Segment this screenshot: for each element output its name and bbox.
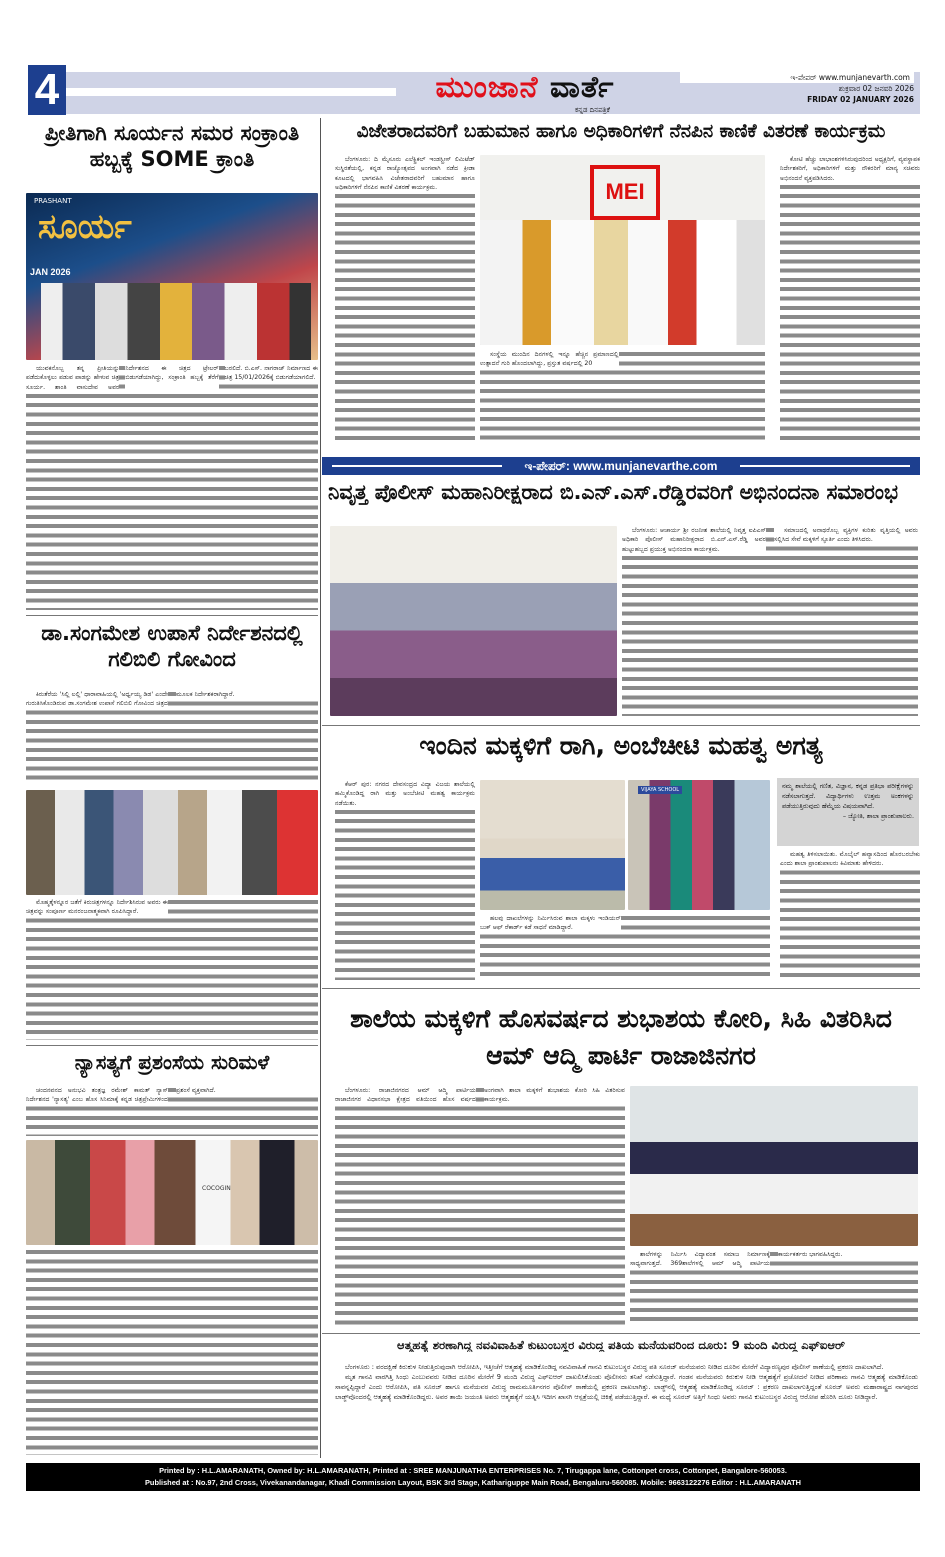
shirt-text: COCOGIN (202, 1185, 231, 1192)
headline-galibili-govinda: ಡಾ.ಸಂಗಮೇಶ ಉಪಾಸೆ ನಿರ್ದೇಶನದಲ್ಲಿ ಗಲಿಬಿಲಿ ಗೋವಿಂದ (41, 621, 303, 672)
column-divider (320, 118, 321, 1458)
divider (322, 988, 920, 989)
imprint-footer (26, 1463, 920, 1491)
divider (26, 1045, 318, 1046)
article-ragi-body-right: ಮಹತ್ವ ತಿಳಿಸಲಾಯಿತು. ಮೊಬೈಲ್ ಹವ್ಯಾಸದಿಂದ ಹೊರಬರಬೇಕು ಎಂದು ಶಾಲಾ ಪ್ರಾಂಶುಪಾಲರು ಕಿವಿಮಾತು ಹೇಳಿದರು. (780, 850, 920, 980)
article-ragi-body-mid: ಹಲವು ದಾಖಲೆಗಳನ್ನು ನಿರ್ಮಿಸಿರುವ ಶಾಲಾ ಮಕ್ಕಳು ಇಂಡಿಯನ್ ಬುಕ್ ಆಫ್ ರೆಕಾರ್ಡ್ ಕಡೆ ಸಾಧನೆ ಮಾಡಿದ್ದಾರೆ. (480, 914, 770, 980)
surya-poster-photo (26, 193, 318, 360)
masthead-red: ಮುಂಜಾನೆ (435, 70, 539, 105)
nyasatya-team-photo (26, 1140, 318, 1245)
ragi-exhibition-photo (480, 780, 625, 910)
header-divider (66, 88, 396, 96)
mei-event-photo (480, 155, 765, 345)
article-ragi-body: ಕೆಆರ್ ಪುರ: ನಗರದ ದೇವಸಂದ್ರದ ವಿದ್ಯಾ ವಿಜಯ ಶಾಲೆಯಲ್ಲಿ ಹಮ್ಮಿಕೊಂಡಿದ್ದ ರಾಗಿ ಮತ್ತು ಅಂಬೆಚೀಟಿ ಮಹತ್ವ ಕಾರ್ಯಕ್ರಮ ನಡೆಯಿತು. (335, 780, 475, 980)
principal-quote-box (777, 778, 919, 846)
date-english: FRIDAY 02 JANUARY 2026 (807, 95, 914, 104)
article-galibili-body-2: ಮೊಹ್ಮತ್ಕೆಳನ್ನೂರ ಜತೆಗೆ ಕಿರುಚಿತ್ರಗಳನ್ನೂ ನಿರ್ದೇಶಿಸಿರುವ ಅವರು ಈ ಚಿತ್ರವನ್ನು ಸಂಪೂರ್ಣ ಮನರಂಜನಾತ್ಮಕವಾಗಿ ರೂಪಿಸಿದ್ದಾರೆ. (26, 898, 318, 1040)
mei-logo: MEI (590, 165, 660, 220)
article-nyasatya-body-2 (26, 1248, 318, 1455)
tagline: ಕನ್ನಡ ದಿನಪತ್ರಿಕೆ (574, 106, 610, 114)
article-mei-body: ಬೆಂಗಳೂರು: ದಿ ಮೈಸೂರು ಎಲೆಕ್ಟ್ರಿಕಲ್ ಇಂಡಸ್ಟ್ರೀಸ್ ಲಿಮಿಟೆಡ್ ಸುಸ್ಥಿರತೆಯಲ್ಲಿ, ಕನ್ನಡ ರಾಜ್ಯೋತ್ಸವದ ಅಂಗವಾಗಿ ನಡೆದ ಕ್ರೀಡಾ ಕೂಟದಲ್ಲಿ ಭಾಗವಹಿಸಿ ವಿಜೇತರಾದವರಿಗೆ ಬಹುಮಾನ ಹಾಗೂ ಅಧಿಕಾರಿಗಳಿಗೆ ನೆನಪಿನ ಕಾಣಿಕೆ ವಿತರಣೆ ಕಾರ್ಯಕ್ರಮ. (335, 155, 475, 445)
imprint-line-2: Published at : No.97, 2nd Cross, Vivekanandanagar, Khadi Commission Layout, BSK 3rd Stage, Kathariguppe Main Road, Bengaluru-560085. Mobile: 9663122276 Editor : H.L.AMARANATH (145, 1478, 801, 1487)
poster-date: JAN 2026 (30, 267, 71, 277)
article-bns-reddy-body: ಬೆಂಗಳೂರು: ಆಚಾರ್ಯ ಶ್ರೀ ರಜನೀಶ ಶಾಲೆಯಲ್ಲಿ ನಿವೃತ್ತ ಐಪಿಎಸ್ ಅಧಿಕಾರಿ ಪೊಲೀಸ್ ಮಹಾನಿರೀಕ್ಷರಾದ ಬಿ.ಎನ್.ಎಸ್.ರೆಡ್ಡಿ ಅವರ ಹುಟ್ಟುಹಬ್ಬದ ಪ್ರಯುಕ್ತ ಅಭಿನಂದನಾ ಕಾರ್ಯಕ್ರಮ. ಸಮಾಜದಲ್ಲಿ ಅನಾಥರೊಬ್ಬ ವ್ಯಕ್ತಿಗಳ ಕುರಿತು ವೃತ್ತಿಯಲ್ಲಿ ಅವರು ಸಲ್ಲಿಸಿದ ಸೇವೆ ಮಕ್ಕಳಿಗೆ ಸ್ಫೂರ್ತಿ ಎಂದು ತಿಳಿಸಿದರು. (622, 526, 918, 716)
bns-reddy-felicitation-photo (330, 526, 617, 716)
masthead (420, 70, 630, 115)
header-info (680, 72, 918, 105)
divider (322, 725, 920, 726)
article-aap-body-right: ಶಾಲೆಗಳನ್ನು ನಿರ್ಮಿಸಿ ವಿದ್ಯಾವಂತ ಸಮಾಜ ನಿರ್ಮಾಣಕ್ಕೆ ಸಾಧ್ಯವಾಗುತ್ತದೆ. 369ಶಾಲೆಗಳಲ್ಲಿ ಆಮ್ ಆದ್ಮಿ ಪಾರ್ಟಿಯ ಕಾರ್ಯಕರ್ತರು ಭಾಗವಹಿಸಿದ್ದರು. (630, 1250, 918, 1326)
date-kannada: ಶುಕ್ರವಾರ 02 ಜನವರಿ 2026 (838, 84, 914, 93)
ragi-teachers-photo (628, 780, 770, 910)
divider (322, 1333, 920, 1334)
poster-title: ಸೂರ್ಯ (38, 207, 132, 247)
epaper-link[interactable]: ಇ-ಪೇಪರ್ www.munjanevarth.com (680, 72, 914, 83)
aap-school-children-photo (630, 1086, 918, 1246)
quote-author: – ಜ್ಯೋತಿ, ಶಾಲಾ ಪ್ರಾಂಶುಪಾಲರು. (842, 812, 914, 820)
page-number: 4 (28, 65, 66, 115)
headline-mei-awards: ವಿಜೇತರಾದವರಿಗೆ ಬಹುಮಾನ ಹಾಗೂ ಅಧಿಕಾರಿಗಳಿಗೆ ನೆನಪಿನ ಕಾಣಿಕೆ ವಿತರಣೆ ಕಾರ್ಯಕ್ರಮ (356, 121, 886, 142)
quote-text: ನಮ್ಮ ಶಾಲೆಯಲ್ಲಿ ಗಣಿತ, ವಿಜ್ಞಾನ, ಕನ್ನಡ ಪ್ರತಿಭಾ ಪರೀಕ್ಷೆಗಳನ್ನು ನಡೆಸಲಾಗುತ್ತದೆ. ವಿದ್ಯಾರ್ಥಿಗಳು ಉತ್ತಮ ಅಂಕಗಳನ್ನು ಪಡೆಯುತ್ತಿರುವುದು ಹೆಮ್ಮೆಯ ವಿಷಯವಾಗಿದೆ. (782, 782, 914, 810)
article-galibili-body: ಕಿರುತೆರೆಯ 'ಸಿಲ್ಲಿ ಲಲ್ಲಿ' ಧಾರಾವಾಹಿಯಲ್ಲಿ 'ಅರ್ಧ್ವಯ್ಯ ಡಿಡ' ಎಂದೇ ಗುರುತಿಸಿಕೊಂಡಿರುವ ಡಾ.ಸಂಗಮೇಶ ಉಪಾಸೆ ಗಲಿಬಿಲಿ ಗೋವಿಂದ ಚಿತ್ರದ ಮೂಲಕ ನಿರ್ದೇಶಕರಾಗಿದ್ದಾರೆ. (26, 690, 318, 785)
article-aap-body: ಬೆಂಗಳೂರು: ರಾಜಾಜಿನಗರದ ಆಮ್ ಆದ್ಮಿ ಪಾರ್ಟಿಯ ರಾಜಾಜಿನಗರ ವಿಧಾನಸಭಾ ಕ್ಷೇತ್ರದ ವತಿಯಿಂದ ಹೊಸ ವರ್ಷದ ಅಂಗವಾಗಿ ಶಾಲಾ ಮಕ್ಕಳಿಗೆ ಶುಭಾಶಯ ಕೋರಿ ಸಿಹಿ ವಿತರಿಸುವ ಕಾರ್ಯಕ್ರಮ. (335, 1086, 625, 1326)
imprint-line-1: Printed by : H.L.AMARANATH, Owned by: H.L.AMARANATH, Printed at : SREE MANJUNATHA ENTERPRISES No. 7, Tirugappa lane, Cottonpet cross, Cottonpet, Bangalore-560053. (159, 1466, 787, 1475)
headline-surya: ಪ್ರೀತಿಗಾಗಿ ಸೂರ್ಯನ ಸಮರ ಸಂಕ್ರಾಂತಿ ಹಬ್ಬಕ್ಕೆ SOME ಕ್ರಾಂತಿ (44, 121, 300, 172)
article-nyasatya-body: ಚಂದನವನದ ಅನುಭವಿ ತಂತ್ರಜ್ಞ ರಮೇಶ್ ಕಾಮತ್ ನ್ಯಾಸ್ ನಿರ್ದೇಶನದ 'ನ್ಯಾಸತ್ಯ' ಎಂಬ ಹೊಸ ಸಿನಿಮಾಕ್ಕೆ ಕನ್ನಡ ಚಿತ್ರಪ್ರೇಮಿಗಳಿಂದ ಪ್ರಶಂಸೆ ವ್ಯಕ್ತವಾಗಿದೆ. (26, 1086, 318, 1136)
people-group (480, 220, 765, 345)
epaper-banner[interactable]: ಇ-ಪೇಪರ್: www.munjanevarthe.com (322, 457, 920, 475)
school-banner: VIJAYA SCHOOL (638, 786, 682, 794)
galibili-event-photo (26, 790, 318, 895)
article-surya-body: ಯುವಕನೊಬ್ಬ ತನ್ನ ಪ್ರೀತಿಯನ್ನು ಪಡೆದುಕೊಳ್ಳಲು ಪಡುವ ಪಾಡನ್ನು ಹೇಳುವ ಚಿತ್ರ ಸೂರ್ಯ. ಶಾಂತಿ ವಾಸುದೇವ ಅವರ ನಿರ್ದೇಶನದ ಈ ಚಿತ್ರದ ಟ್ರೇಲರ್ ಬಿಡುಗಡೆಯಾಗಿದ್ದು, ಸಂಕ್ರಾಂತಿ ಹಬ್ಬಕ್ಕೆ ತೆರೆಗೆ ಬರಲಿದೆ. ಬಿ.ಎಸ್. ನಾಗರಾಜ್ ನಿರ್ಮಾಣದ ಈ ಚಿತ್ರ 15/01/2026ಕ್ಕೆ ಬಿಡುಗಡೆಯಾಗಲಿದೆ. (26, 364, 318, 610)
headline-nyasatya: ನ್ಯಾಸತ್ಯಗೆ ಪ್ರಶಂಸೆಯ ಸುರಿಮಳೆ (74, 1050, 270, 1074)
divider (26, 615, 318, 616)
headline-ragi: ಇಂದಿನ ಮಕ್ಕಳಿಗೆ ರಾಗಿ, ಅಂಬೆಚೀಟಿ ಮಹತ್ವ ಅಗತ್ಯ (419, 731, 823, 760)
article-mei-body-mid: ಸಂಸ್ಥೆಯ ಮುಂದಿನ ದಿನಗಳಲ್ಲಿ ಇನ್ನೂ ಹೆಚ್ಚಿನ ಪ್ರಮಾಣದಲ್ಲಿ ಉತ್ಪಾದನೆ ಗುರಿ ಹೊಂದಲಾಗಿದ್ದು, ಪ್ರಸ್ತುತ ವರ್ಷದಲ್ಲಿ 20 (480, 350, 765, 445)
article-mei-body-right: ಕೋಟಿ ಹೆಚ್ಚು ಲಾಭಾಂಶಗಳಿಸಿರುವುದರಿಂದ ಅಧ್ಯಕ್ಷರಿಗೆ, ವ್ಯವಸ್ಥಾಪಕ ನಿರ್ದೇಶಕರಿಗೆ, ಅಧಿಕಾರಿಗಳಿಗೆ ಮತ್ತು ನೌಕರರಿಗೆ ಮಾನ್ಯ ಸಚಿವರು ಅಭಿನಂದನೆ ವ್ಯಕ್ತಪಡಿಸಿದರು. (780, 155, 920, 445)
people-group (41, 283, 311, 360)
headline-bns-reddy: ನಿವೃತ್ತ ಪೊಲೀಸ್ ಮಹಾನಿರೀಕ್ಷರಾದ ಬಿ.ಎನ್.ಎಸ್.ರೆಡ್ಡಿರವರಿಗೆ ಅಭಿನಂದನಾ ಸಮಾರಂಭ (328, 480, 898, 504)
article-dowry-body: ಬೆಂಗಳೂರು : ವರದಕ್ಷಿಣೆ ಕಿರುಕುಳ ನೀಡುತ್ತಿರುವುದಾಗಿ ಆರೋಪಿಸಿ, ಇತ್ತೀಚೆಗೆ ಆತ್ಮಹತ್ಯೆ ಮಾಡಿಕೊಂಡಿದ್ದ ನವವಿವಾಹಿತೆ ಗಾನವಿ ಕುಟುಂಬಸ್ಥರ ವಿರುದ್ಧ ಪತಿ ಸೂರಜ್ ಮನೆಯವರು ನೀಡಿದ ದೂರಿನ ಮೇರೆಗೆ ವಿದ್ಯಾರಣ್ಯಪುರ ಪೊಲೀಸ್ ಠಾಣೆಯಲ್ಲಿ ಪ್ರಕರಣ ದಾಖಲಾಗಿದೆ. ಮೃತ ಗಾನವಿ ವಾರಗಿತ್ತಿ ಸಿಂಧು ಎಂಬುವವರು ನೀಡಿದ ದೂರಿನ ಮೇರೆಗೆ 9 ಮಂದಿ ವಿರುದ್ಧ ಎಫ್‌ಐಆರ್ ದಾಖಲಿಸಿಕೊಂಡು ಪೊಲೀಸರು ತನಿಖೆ ನಡೆಸುತ್ತಿದ್ದಾರೆ. ಗಂಡನ ಮನೆಯವರು ಕಿರುಕುಳ ನೀಡಿ ಆತ್ಮಹತ್ಯೆಗೆ ಪ್ರಚೋದನೆ ನೀಡಿದ ಪರಿಣಾಮ ಗಾನವಿ ಆತ್ಮಹತ್ಯೆ ಮಾಡಿಕೊಂಡು ಸಾವನ್ನಪ್ಪಿದ್ದಾರೆ ಎಂದು ಆರೋಪಿಸಿ, ಪತಿ ಸೂರಜ್ ಹಾಗೂ ಮನೆಯವರ ವಿರುದ್ಧ ರಾಮಮೂರ್ತಿನಗರ ಪೊಲೀಸ್ ಠಾಣೆಯಲ್ಲಿ ಪ್ರಕರಣ ದಾಖಲಾಗಿತ್ತು. ಲಾಡ್ಜ್‌ನಲ್ಲಿ ಆತ್ಮಹತ್ಯೆ ಮಾಡಿಕೊಂಡಿದ್ದ ಸೂರಜ್ : ಪ್ರಕರಣ ದಾಖಲಾಗುತ್ತಿದ್ದಂತೆ ಸೂರಜ್ ಅವರು ಮಹಾರಾಷ್ಟ್ರದ ನಾಗಪುರದ ಲಾಡ್ಜ್‌ವೊಂದರಲ್ಲಿ ಆತ್ಮಹತ್ಯೆ ಮಾಡಿಕೊಂಡಿದ್ದರು. ಅವರ ತಾಯಿ ಜಯಂತಿ ಅವರು ಆತ್ಮಹತ್ಯೆಗೆ ಯತ್ನಿಸಿ ಇದೀಗ ಖಾಸಗಿ ಆಸ್ಪತ್ರೆಯಲ್ಲಿ ಚಿಕಿತ್ಸೆ ಪಡೆಯುತ್ತಿದ್ದಾರೆ. ಈ ಮಧ್ಯೆ ಸೂರಜ್ ಅತ್ತಿಗೆ ಸಿಂಧು ಅವರು ಗಾನವಿ ಕುಟುಂಬಸ್ಥರ ವಿರುದ್ಧ ಆರೋಪ ಹೊರಿಸಿ ದೂರು ನೀಡಿದ್ದಾರೆ. (335, 1363, 918, 1401)
headline-aap-sweets: ಶಾಲೆಯ ಮಕ್ಕಳಿಗೆ ಹೊಸವರ್ಷದ ಶುಭಾಶಯ ಕೋರಿ, ಸಿಹಿ ವಿತರಿಸಿದ ಆಮ್ ಆದ್ಮಿ ಪಾರ್ಟಿ ರಾಜಾಜಿನಗರ (350, 1004, 892, 1070)
poster-brand: PRASHANT (34, 197, 72, 205)
masthead-black: ವಾರ್ತೆ (549, 70, 615, 105)
headline-dowry-case: ಆತ್ಮಹತ್ಯೆ ಶರಣಾಗಿದ್ದ ನವವಿವಾಹಿತೆ ಕುಟುಂಬಸ್ಥರ ವಿರುದ್ಧ ಪತಿಯ ಮನೆಯವರಿಂದ ದೂರು: 9 ಮಂದಿ ವಿರುದ್ಧ ಎಫ್‌ಐಆರ್ (397, 1338, 845, 1352)
